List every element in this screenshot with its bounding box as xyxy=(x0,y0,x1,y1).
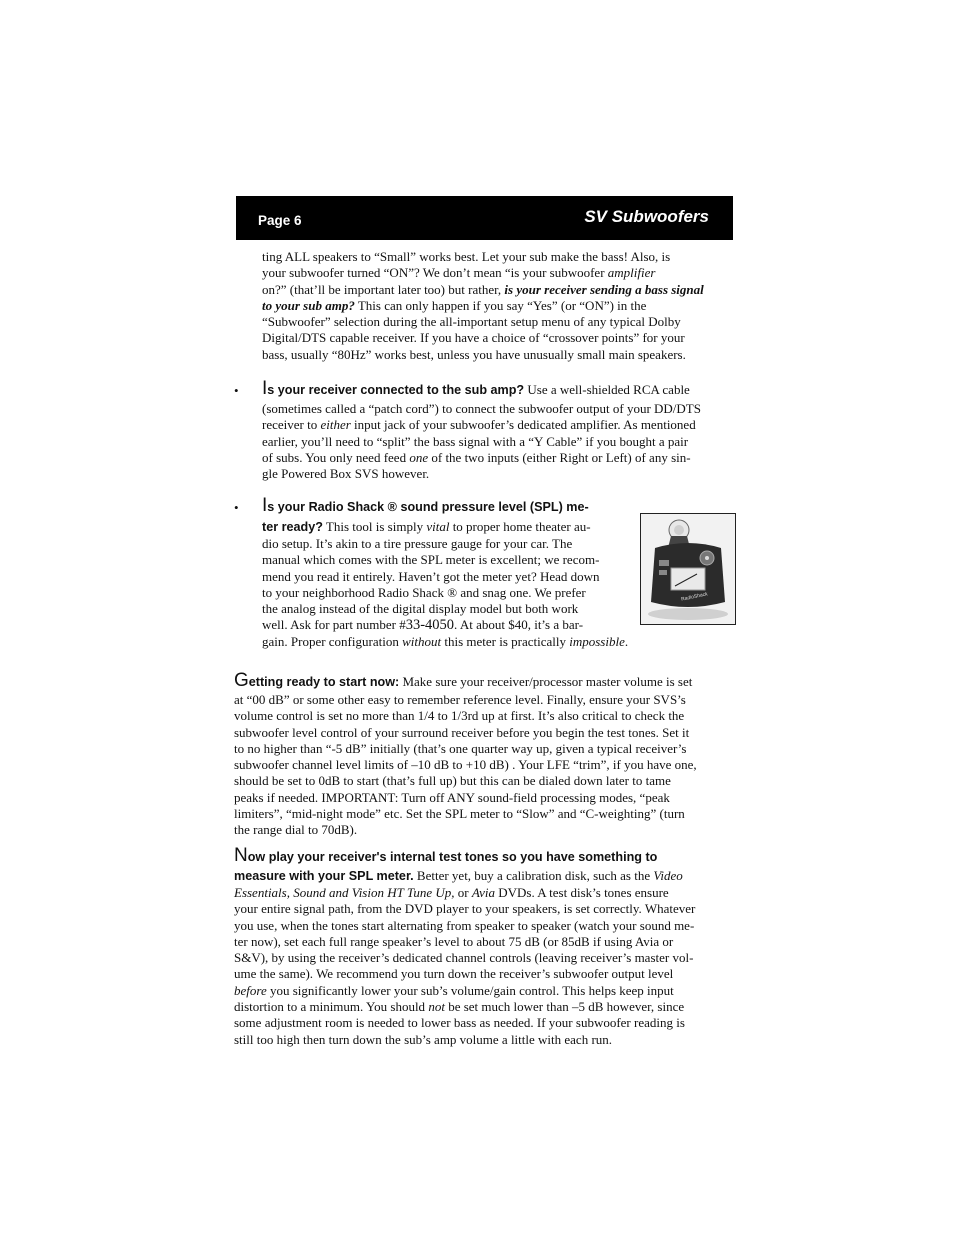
section-spl-meter: Is your Radio Shack ® sound pressure level (SPL) me- ter ready? This tool is simply vital to proper home theater au- dio setup. It’s akin to a tire pressure gauge for your car. The manual which comes with the SPL meter is excellent; we recom- mend you read it entirely. Haven’t got the meter yet? Head down to your neighborhood Radio Shack ® and snag one. We prefer the analog instead of the digital display model but both work well. Ask for part number #33-4050. At about $40, it’s a bar- gain. Proper configuration without this meter is practically impossible. xyxy=(262,495,629,649)
drop-cap: I xyxy=(262,378,268,399)
meter-brand-label: RadioShack xyxy=(680,591,709,603)
bullet-marker: • xyxy=(234,383,239,398)
page-header xyxy=(236,196,733,240)
section-heading: s your Radio Shack ® sound pressure level (SPL) me- xyxy=(267,500,589,514)
drop-cap: N xyxy=(234,845,248,866)
section-heading: ow play your receiver's internal test tones so you have something to xyxy=(247,850,658,864)
section-sub-amp-connection: Is your receiver connected to the sub amp? Use a well-shielded RCA cable (sometimes called a “patch cord”) to connect the subwoofer output of your DD/DTS receiver to either input jack of your subwoofer’s dedicated amplifier. As mentioned earlier, you’ll need to “split” the bass signal with a “Y Cable” if you bought a pair of subs. You only need feed one of the two inputs (either Right or Left) of any sin- gle Powered Box SVS however. xyxy=(262,378,701,482)
section-getting-ready: Getting ready to start now: Make sure your receiver/processor master volume is set at “00 dB” or some other easy to remember reference level. Finally, ensure your SVS’s volume control is set no more than 1/4 to 1/3rd up at first. It’s also critical to check the subwoofer level control of your surround receiver before you begin the test tones. Set it to no higher than “-5 dB” initially (that’s one quarter way up, given a typical receiver’s subwoofer channel level limits of –10 dB to +10 dB) . Your LFE “trim”, if you have one, should be set to 0dB to start (that’s full up) but this can be dialed down later to tame peaks if needed. IMPORTANT: Turn off ANY sound-field processing modes, “peak limiters”, “mid-night mode” etc. Set the SPL meter to “Slow” and “C-weighting” (turn the range dial to 70dB). xyxy=(234,670,697,838)
spl-meter-illustration xyxy=(641,514,735,624)
section-heading: s your receiver connected to the sub amp? xyxy=(267,383,525,397)
drop-cap: G xyxy=(234,670,249,691)
page-number: Page 6 xyxy=(258,213,302,228)
spl-meter-photo xyxy=(640,513,736,625)
section-heading: etting ready to start now: xyxy=(248,675,400,689)
section-test-tones: Now play your receiver's internal test tones so you have something to measure with your SPL meter. Better yet, buy a calibration disk, such as the Video Essentials, Sound and Vision HT Tune Up, or Avia DVDs. A test disk’s tones ensure your entire signal path, from the DVD player to your speakers, is set correctly. Whatever you use, when the tones start alternating from speaker to speaker (watch your sound me- ter now), set each full range speaker’s level to about 75 dB (or 85dB if using Avia or S&V), by using the receiver’s dedicated channel controls (leaving receiver’s master vol- ume the same). We recommend you turn down the receiver’s subwoofer output level before you significantly lower your sub’s volume/gain control. This helps keep input distortion to a minimum. You should not be set much lower than –5 dB however, since some adjustment room is needed to lower bass as needed. If your subwoofer reading is still too high then turn down the sub’s amp volume a little with each run. xyxy=(234,845,696,1047)
drop-cap: I xyxy=(262,495,268,516)
header-title: SV Subwoofers xyxy=(584,207,709,226)
bullet-marker: • xyxy=(234,500,239,515)
paragraph-continuation: ting ALL speakers to “Small” works best. Let your sub make the bass! Also, is your subwoofer turned “ON”? We don’t mean “is your subwoofer amplifier on?” (that’ll be important later too) but rather, is your receiver sending a bass signal to your sub amp? This can only happen if you say “Yes” (or “ON”) in the “Subwoofer” selection during the all-important setup menu of any typical Dolby Digital/DTS capable receiver. If you have a choice of “crossover points” for your bass, usually “80Hz” works best, unless you have unusually small main speakers. xyxy=(262,249,704,362)
